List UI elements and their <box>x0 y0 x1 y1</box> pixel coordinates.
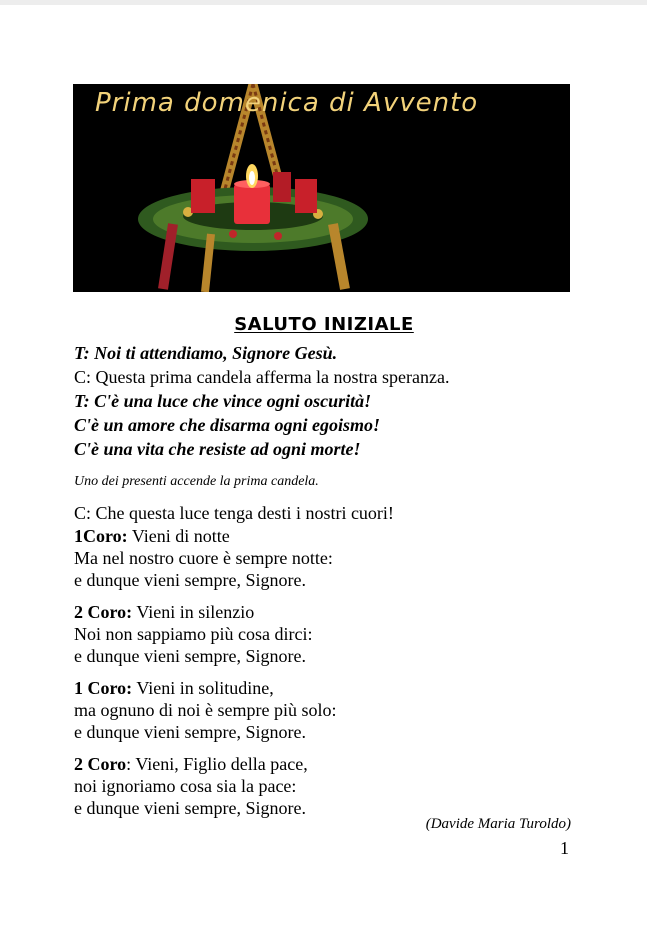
choir-label: 1 Coro: <box>74 678 133 698</box>
advent-banner <box>73 84 570 292</box>
stanza-line: e dunque vieni sempre, Signore. <box>74 646 306 666</box>
choir-stanza <box>74 601 574 667</box>
stanza-first-line: : Vieni, Figlio della pace, <box>126 754 308 774</box>
stanza-line: Noi non sappiamo più cosa dirci: <box>74 624 313 644</box>
choir-label: 2 Coro <box>74 754 127 774</box>
opening-line: C'è un amore che disarma ogni egoismo! <box>74 415 381 435</box>
page-number: 1 <box>560 838 569 858</box>
choir-stanza <box>74 753 574 819</box>
opening-line: C: Questa prima candela afferma la nostra speranza. <box>74 367 450 387</box>
stanza-line: noi ignoriamo cosa sia la pace: <box>74 776 297 796</box>
stanza-first-line: Vieni in solitudine, <box>132 678 274 698</box>
opening-line: T: Noi ti attendiamo, Signore Gesù. <box>74 343 338 363</box>
author-attribution: (Davide Maria Turoldo) <box>425 816 571 832</box>
opening-line: T: C'è una luce che vince ogni oscurità! <box>74 391 372 411</box>
stanza-line: e dunque vieni sempre, Signore. <box>74 570 306 590</box>
choir-label: 2 Coro: <box>74 602 133 622</box>
section-heading: SALUTO INIZIALE <box>234 314 414 335</box>
stanza-line: Ma nel nostro cuore è sempre notte: <box>74 548 333 568</box>
stanza-line: ma ognuno di noi è sempre più solo: <box>74 700 337 720</box>
document-body <box>74 314 574 819</box>
choir-label: 1Coro: <box>74 526 128 546</box>
stanza-first-line: Vieni di notte <box>127 526 230 546</box>
rubric-note: Uno dei presenti accende la prima candela. <box>74 474 319 489</box>
stanza-line: e dunque vieni sempre, Signore. <box>74 722 306 742</box>
choir-stanza <box>74 525 574 591</box>
stanza-first-line: Vieni in silenzio <box>132 602 255 622</box>
stanza-line: e dunque vieni sempre, Signore. <box>74 798 306 818</box>
banner-title: Prima domenica di Avvento <box>95 88 479 118</box>
choir-stanza <box>74 677 574 743</box>
opening-line: C'è una vita che resiste ad ogni morte! <box>74 439 361 459</box>
celebrant-line: C: Che questa luce tenga desti i nostri cuori! <box>74 503 394 523</box>
top-edge <box>0 0 647 5</box>
opening-dialogue <box>74 341 574 461</box>
